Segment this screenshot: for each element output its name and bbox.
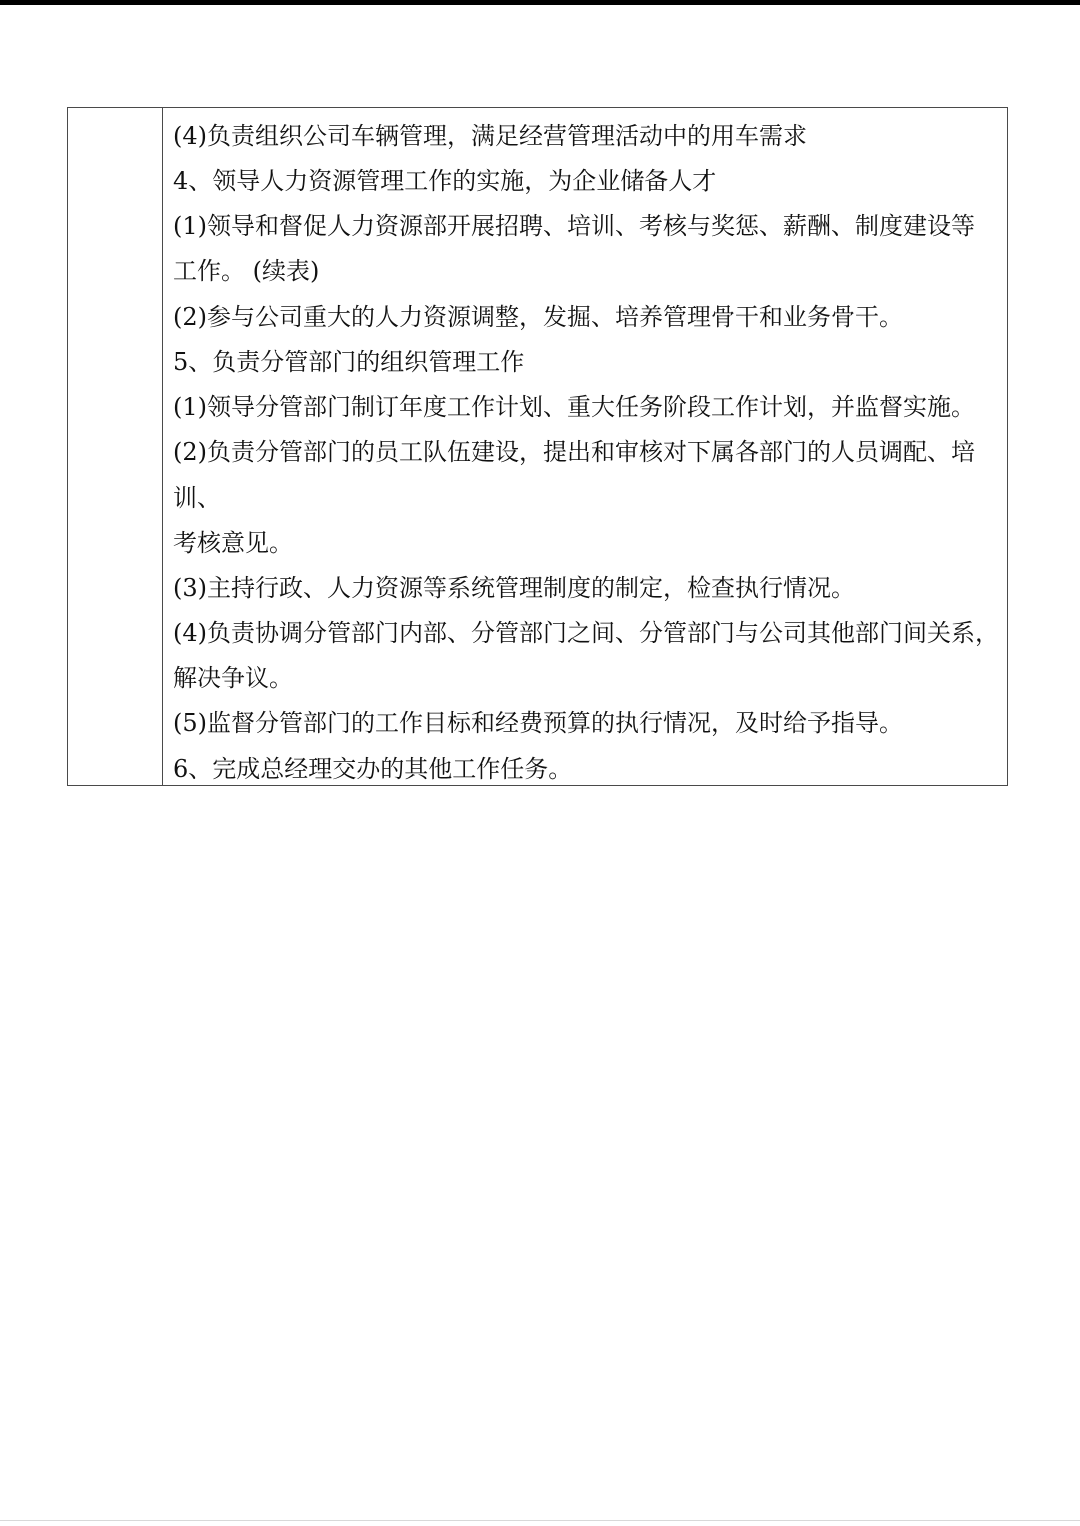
duty-line: 5、负责分管部门的组织管理工作	[173, 348, 525, 376]
duty-line: (2)负责分管部门的员工队伍建设，提出和审核对下属各部门的人员调配、培	[173, 438, 975, 466]
duty-line: 训、	[173, 484, 221, 512]
table-left-cell	[68, 108, 163, 785]
duty-line: 考核意见。	[173, 529, 293, 557]
table-content-cell	[163, 108, 1007, 785]
duty-line: (3)主持行政、人力资源等系统管理制度的制定，检查执行情况。	[173, 574, 855, 602]
duty-line: (5)监督分管部门的工作目标和经费预算的执行情况，及时给予指导。	[173, 709, 903, 737]
top-edge-bar	[0, 0, 1080, 5]
duty-line: 工作。 (续表)	[173, 257, 320, 285]
duty-line: (1)领导分管部门制订年度工作计划、重大任务阶段工作计划，并监督实施。	[173, 393, 975, 421]
page-bottom-divider	[0, 1520, 1080, 1521]
duties-table	[67, 107, 1008, 786]
duty-line: 6、完成总经理交办的其他工作任务。	[173, 755, 573, 783]
duty-line: 4、领导人力资源管理工作的实施，为企业储备人才	[173, 167, 717, 195]
duty-line: (1)领导和督促人力资源部开展招聘、培训、考核与奖惩、薪酬、制度建设等	[173, 212, 975, 240]
duty-line: 解决争议。	[173, 664, 293, 692]
duty-line: (4)负责组织公司车辆管理，满足经营管理活动中的用车需求	[173, 122, 807, 150]
duty-line: (4)负责协调分管部门内部、分管部门之间、分管部门与公司其他部门间关系，	[173, 619, 999, 647]
duty-line: (2)参与公司重大的人力资源调整，发掘、培养管理骨干和业务骨干。	[173, 303, 903, 331]
